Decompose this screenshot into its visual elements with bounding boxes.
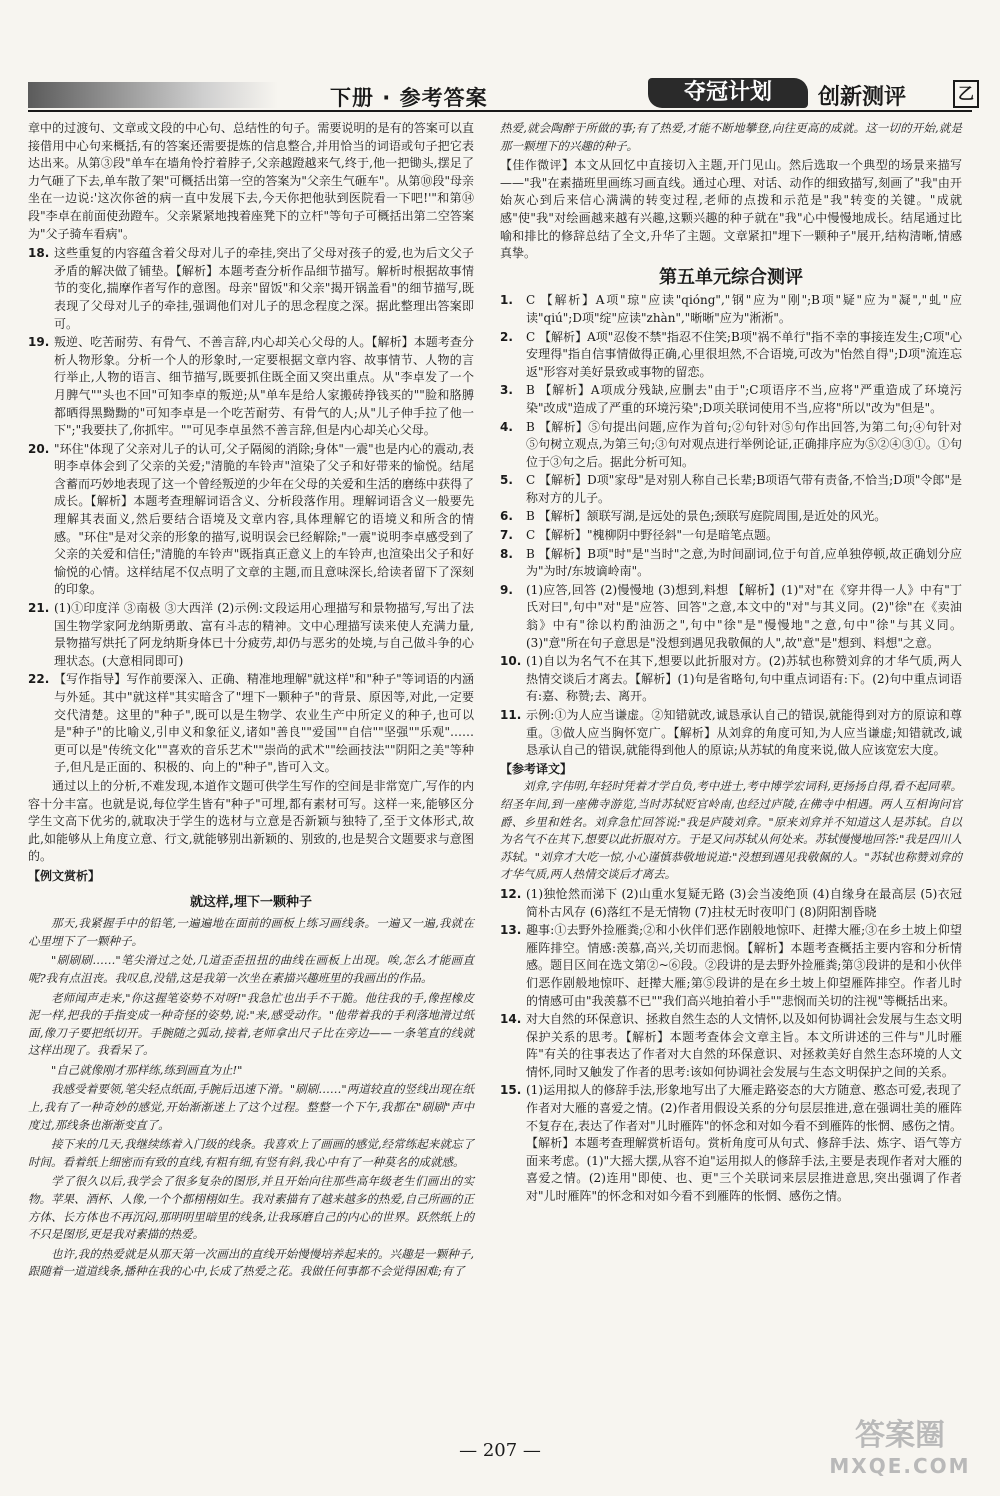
header-logo: 夺冠计划 — [648, 78, 808, 108]
item-text: B 【解析】颔联写湖,是远处的景色;颈联写庭院周围,是近处的风光。 — [526, 509, 887, 524]
item-number: 6. — [500, 509, 513, 524]
essay-title: 就这样,埋下一颗种子 — [190, 894, 312, 910]
item-text: "环住"体现了父亲对儿子的认可,父子隔阂的消除;身体"一震"也是内心的震动,表明李卓体会到了父亲的关爱;"清脆的车铃声"渲染了父子和好带来的愉悦。结尾含蓄而巧妙地表现了这一个曾经叛逆的少年在父母的关爱和生活的磨练中获得了成长。【解析】本题考查理解词语含义、分析段落作用。理解词语含义一般要先理解其表面义,然后要结合语境及文章内容,具体理解它的语境义和所含的情感。"环住"是对父亲的形象的描写,说明误会已经解除;"一震"说明李卓感受到了父亲的关爱和信任;"清脆的车铃声"既指真正意义上的车铃声,也渲染出父子和好愉悦的心情。这样结尾不仅点明了文章的主题,而且意味深长,给读者留下了深刻的印象。 — [54, 441, 475, 597]
item-text: 示例:①为人应当谦虚。②知错就改,诚恳承认自己的错误,就能得到对方的原谅和尊重。③做人应当胸怀宽广。【解析】从刘弇的角度可知,为人应当谦虚;知错就改,诚恳承认自己的错误,就能得到他人的原谅;从苏轼的角度来说,做人应该宽宏大度。 — [526, 708, 962, 758]
item-number: 15. — [500, 1083, 522, 1098]
answer-item-11 — [500, 707, 962, 760]
item-text: C 【解析】"槐柳阴中野径斜"一句是暗笔点题。 — [526, 528, 779, 543]
item-number: 14. — [500, 1012, 522, 1027]
item-number: 3. — [500, 383, 513, 398]
header-rule — [28, 110, 972, 112]
item-text: 叛逆、吃苦耐劳、有骨气、不善言辞,内心却关心父母的人。【解析】本题考查分析人物形象。分析一个人的形象时,一定要根据文章内容、故事情节、人物的言行举止,人物的语言、细节描写,既要抓住既全面又突出重点。从"李卓发了一个月脾气""头也不回"可知李卓的叛逆;从"单车是给人家搬砖挣钱买的""脸和胳膊都晒得黑黝黝的"可知李卓是一个吃苦耐劳、有骨气的人;从"儿子伸手拉了他一下";"我要扶了,你抓牢。""可见李卓虽然不善言辞,但是内心却关心父母。 — [54, 335, 474, 438]
header-edition-badge: 乙 — [953, 80, 979, 108]
item-number: 22. — [28, 672, 50, 687]
watermark — [820, 1418, 980, 1482]
item-text: C 【解析】A项"琼"应读"qióng","钢"应为"刚";B项"疑"应为"凝","虬"应读"qiú";D项"绽"应读"zhàn","晰晰"应为"淅淅"。 — [526, 293, 962, 325]
item-text: (1)应答,回答 (2)慢慢地 (3)想到,料想 【解析】(1)"对"在《穿井得一人》中有"丁氏对曰",句中"对"是"应答、回答"之意,本文中的"对"与其义同。(2)"徐"在《卖油翁》中有"徐以杓酌油沥之",句中"徐"是"慢慢地"之意,句中"徐"与其义同。(3)"意"所在句子意思是"没想到遇见我敬佩的人",故"意"是"想到、料想"之意。 — [526, 582, 962, 650]
item-text: (1)运用拟人的修辞手法,形象地写出了大雁走路姿态的大方随意、憨态可爱,表现了作者对大雁的喜爱之情。(2)作者用假设关系的分句层层推进,意在强调壮美的雁阵不复存在,表达了作者对"儿时雁阵"的怀念和对如今看不到雁阵的怅惘、感伤之情。【解析】本题考查理解赏析语句。赏析角度可从句式、修辞手法、炼字、语气等方面来考虑。(1)"大摇大摆,从容不迫"运用拟人的修辞手法,主要是表现作者对大雁的喜爱之情。(2)连用"即使、也、更"三个关联词来层层推进意思,突出强调了作者对"儿时雁阵"的怀念和对如今看不到雁阵的怅惘、感伤之情。 — [526, 1083, 962, 1204]
essay-paragraph: "自己就像刚才那样练,练到画直为止!" — [51, 1062, 243, 1077]
item-number: 4. — [500, 419, 513, 434]
item-number: 19. — [28, 335, 50, 350]
essay-paragraph: "刷刷刷……"笔尖滑过之处,几道歪歪扭扭的曲线在画板上出现。唉,怎么才能画直呢?我有点沮丧。我叹息,没错,这是我第一次坐在素描兴趣班里的我画出的作品。 — [28, 953, 474, 985]
answer-item-12 — [500, 886, 962, 921]
essay-paragraph: 老师闻声走来,"你这握笔姿势不对呀!"我急忙也出手不干脆。他往我的手,像捏橡皮泥一样,把我的手指变成一种奇怪的姿势,说:"来,感受动作。"他带着我的手利落地滑过纸面,像刀子要把纸切开。手腕随之弧动,接着,老师拿出尺子比在旁边——一条笔直的线就这样出现了。我看呆了。 — [28, 990, 474, 1058]
item-text: B 【解析】⑤句提出问题,应作为首句;②句针对⑤句作出回答,为第二句;④句针对⑤句树立观点,为第三句;③句对观点进行举例论证,正确排序应为⑤②④③①。①句位于③句之后。据此分析可知。 — [526, 419, 962, 469]
item-text: (1)独怆然而涕下 (2)山重水复疑无路 (3)会当凌绝顶 (4)自缘身在最高层 (5)衣冠简朴古风存 (6)落红不是无情物 (7)拄杖无时夜叩门 (8)阴阳割昏晓 — [526, 886, 962, 919]
essay-paragraph: 接下来的几天,我继续练着入门级的线条。我喜欢上了画画的感觉,经常练起来就忘了时间。看着纸上细密而有致的直线,有粗有细,有竖有斜,我心中有了一种莫名的成就感。 — [28, 1137, 474, 1169]
item-number: 9. — [500, 582, 513, 597]
essay-body — [28, 915, 474, 1281]
left-column — [28, 120, 474, 1283]
item-number: 13. — [500, 923, 522, 938]
answer-item-15 — [500, 1082, 962, 1205]
item-number: 12. — [500, 886, 522, 901]
page-number: — 207 — — [459, 1440, 541, 1461]
answer-item-9 — [500, 582, 962, 652]
essay-paragraph: 我感受着要领,笔尖轻点纸面,手腕后迅速下滑。"刷刷……"两道较直的竖线出现在纸上,我有了一种奇妙的感觉,开始渐渐迷上了这个过程。整整一个下午,我都在"刷刷"声中度过,那线条也渐渐变直了。 — [28, 1082, 474, 1132]
header-gradient-bar — [28, 82, 278, 108]
answer-item-22 — [28, 671, 474, 777]
answer-item-4 — [500, 419, 962, 472]
watermark-text: 答案圈 — [855, 1418, 945, 1453]
item-number: 20. — [28, 441, 50, 456]
answer-item-6 — [500, 508, 962, 526]
item-text: C 【解析】A项"忍俊不禁"指忍不住笑;B项"祸不单行"指不幸的事接连发生;C项"心安理得"指自信事情做得正确,心里很坦然,不合语境,可改为"怡然自得";D项"流连忘返"形容对美好景致或事物的留恋。 — [526, 329, 962, 379]
item-number: 21. — [28, 601, 50, 616]
answer-item-13 — [500, 922, 962, 1010]
answer-item-5 — [500, 472, 962, 507]
item-text: 这些重复的内容蕴含着父母对儿子的牵挂,突出了父母对孩子的爱,也为后文父子矛盾的解决做了铺垫。【解析】本题考查分析作品细节描写。解析时根据故事情节的变化,揣摩作者写作的意图。母亲"留饭"和父亲"揭开锅盖看"的细节描写,既表现了父母对儿子的牵挂,强调他们对儿子的思念程度之深。据此整理出答案即可。 — [54, 246, 474, 331]
writing-analysis-paragraph: 通过以上的分析,不难发现,本道作文题可供学生写作的空间是非常宽广,写作的内容十分丰富。也就是说,每位学生皆有"种子"可埋,都有素材可写。这样一来,能够区分学生文高下优劣的,就取决于学生的选材与立意是否新颖与独特了,至于文体形式,故此,如能够从上角度立意、行文,就能够别出新颖的、别致的,也是契合文题要求与意图的。 — [28, 778, 474, 864]
essay-paragraph: 热爱,就会陶醉于所做的事;有了热爱,才能不断地攀登,向往更高的成就。这一切的开始,就是那一颗埋下的兴趣的种子。 — [500, 121, 962, 153]
translation-body — [500, 778, 962, 884]
item-number: 2. — [500, 329, 513, 344]
item-number: 8. — [500, 546, 513, 561]
essay-paragraph: 也许,我的热爱就是从那天第一次画出的直线开始慢慢培养起来的。兴趣是一颗种子,跟随着一道道线条,播种在我的心中,长成了热爱之花。我做任何事都不会觉得困难;有了 — [28, 1246, 474, 1279]
header-title: 下册 · 参考答案 — [330, 86, 488, 110]
answer-item-8 — [500, 546, 962, 581]
answer-item-19 — [28, 334, 474, 440]
essay-label: 【例文赏析】 — [28, 868, 101, 883]
section-title: 第五单元综合测评 — [659, 266, 803, 288]
item-text: 【写作指导】写作前要深入、正确、精准地理解"就这样"和"种子"等词语的内涵与外延。其中"就这样"其实暗含了"埋下一颗种子"的背景、原因等,对此,一定要交代清楚。这里的"种子",既可以是生物学、农业生产中所定义的种子,也可以是"种子"的比喻义,引申义和象征义,诸如"善良""爱国""自信""坚强""乐观"……更可以是"传统文化""喜欢的音乐艺术""崇尚的武术""绘画技法""阴阳之美"等种子,但凡是正面的、积极的、向上的"种子",皆可入文。 — [54, 672, 474, 775]
item-text: (1)自以为名气不在其下,想要以此折服对方。(2)苏轼也称赞刘弇的才华气质,两人热情交谈后才离去。【解析】(1)句是省略句,句中重点词语有:下。(2)句中重点词语有:嘉、称赞;去、离开。 — [526, 654, 962, 704]
item-number: 18. — [28, 246, 50, 261]
answer-item-2 — [500, 329, 962, 382]
answer-item-3 — [500, 382, 962, 417]
item-text: C 【解析】D项"家母"是对别人称自己长辈;B项语气带有责备,不恰当;D项"令郎"是称对方的儿子。 — [526, 473, 962, 505]
header-brand: 创新测评 — [818, 85, 907, 110]
item-number: 5. — [500, 473, 513, 488]
page-header — [28, 78, 972, 112]
item-number: 10. — [500, 654, 522, 669]
answer-item-7 — [500, 527, 962, 545]
item-text: B 【解析】A项成分残缺,应删去"由于";C项语序不当,应将"严重造成了环境污染"改成"造成了严重的环境污染";D项关联词使用不当,应将"所以"改为"但是"。 — [526, 383, 962, 415]
item-text: B 【解析】B项"时"是"当时"之意,为时间副词,位于句首,应单独停顿,故正确划分应为"为时/东坡谪岭南"。 — [526, 546, 962, 579]
essay-continuation — [500, 120, 962, 155]
item-text: (1)①印度洋 ③南极 ③大西洋 (2)示例:文段运用心理描写和景物描写,写出了法国生物学家阿龙纳斯勇敢、富有斗志的精神。文中心理描写读来使人充满力量,景物描写烘托了阿龙纳斯身体已十分疲劳,却仍与恶劣的处境,与自己做斗争的心理状态。(大意相同即可) — [54, 601, 474, 668]
answer-item-20 — [28, 441, 474, 599]
translation-label: 【参考译文】 — [500, 761, 573, 776]
item-text: 对大自然的环保意识、拯救自然生态的人文情怀,以及如何协调社会发展与生态文明保护关系的思考。【解析】本题考查体会文章主旨。本文所讲述的三件与"儿时雁阵"有关的往事表达了作者对大自然的环保意识、对拯救美好自然生态环境的人文情怀,同时又触发了作者的思考:该如何协调社会发展与生态文明保护之间的关系。 — [526, 1012, 962, 1079]
translation-paragraph: 刘弇,字伟明,年轻时凭着才学自负,考中进士,考中博学宏词科,更扬扬自得,看不起同辈。绍圣年间,到一座佛寺游览,当时苏轼贬官岭南,也经过庐陵,在佛寺中相遇。两人互相询问官爵、乡里和姓名。刘弇急忙回答说:"我是庐陵刘弇。"原来刘弇并不知道这人是苏轼。自以为名气不在其下,想要以此折服对方。于是又问苏轼从何处来。苏轼慢慢地回答:"我是四川人苏轼。"刘弇才大吃一惊,小心谨慎恭敬地说道:"没想到遇见我敬佩的人。"苏轼也称赞刘弇的才华气质,两人热情交谈后才离去。 — [500, 779, 962, 882]
essay-comment: 【佳作微评】本文从回忆中直接切入主题,开门见山。然后选取一个典型的场景来描写——"我"在素描班里画练习画直线。通过心理、对话、动作的细致描写,刻画了"我"由开始灰心到后来信心满满的转变过程,老师的点拨和示范是"我"转变的关键。"成就感"使"我"对绘画越来越有兴趣,这颗兴趣的种子就在"我"心中慢慢地成长。结尾通过比喻和排比的修辞总结了全文,升华了主题。文章紧扣"埋下一颗种子"展开,结构清晰,情感真挚。 — [500, 158, 962, 261]
answer-item-10 — [500, 653, 962, 706]
item-text: 趣事:①去野外捡雁粪;②和小伙伴们恶作剧般地惊吓、赶撵大雁;③在乡土坡上仰望雁阵排空。情感:羡慕,高兴,关切而悲悯。【解析】本题考查概括主要内容和分析情感。题目区间在选文第②~⑥段。②段讲的是去野外捡雁粪;第③段讲的是和小伙伴们恶作剧般地惊吓、赶撵大雁;第⑤段讲的是在乡土坡上仰望雁阵排空。作者儿时的情感可由"我羡慕不已""我们高兴地拍着小手""悲悯而关切的注视"等概括出来。 — [526, 923, 962, 1008]
item-number: 1. — [500, 293, 513, 308]
right-column — [500, 120, 962, 1207]
essay-paragraph: 学了很久以后,我学会了很多复杂的图形,并且开始向往那些高年级老生们画出的实物。苹果、酒杯、人像,一个个都栩栩如生。我对素描有了越来越多的热爱,自己所画的正方体、长方体也不再沉闷,那明明里暗里的线条,让我琢磨自己的内心的世界。跃然纸上的不只是图形,更是我对素描的热爱。 — [28, 1174, 474, 1242]
answer-item-21 — [28, 600, 474, 670]
item-number: 11. — [500, 708, 522, 722]
item-number: 7. — [500, 528, 513, 543]
essay-paragraph: 那天,我紧握手中的铅笔,一遍遍地在面前的画板上练习画线条。一遍又一遍,我就在心里埋下了一颗种子。 — [28, 916, 474, 948]
answer-item-1 — [500, 292, 962, 327]
answer-item-18 — [28, 245, 474, 333]
intro-paragraph: 章中的过渡句、文章或文段的中心句、总结性的句子。需要说明的是有的答案可以直接借用中心句来概括,有的答案还需要提炼的信息整合,并用恰当的词语或句子把它表达出来。从第③段"单车在墙角怜拧着脖子,父亲越蹬越来气,终于,他一把锄头,摆足了力气砸了下去,单车散了架"可概括出第一空的答案为"父亲生气砸车"。从第⑩段"母亲坐在一边说:'这次你爸的病一直中发展下去,今天你把他驮到医院看一下吧!'"和第⑭段"李卓在前面使劲蹬车。父亲紧紧地拽着座凳下的立杆"等句子可概括出第二空答案为"父子骑车看病"。 — [28, 121, 474, 241]
answer-item-14 — [500, 1011, 962, 1081]
watermark-url: MXQE.COM — [829, 1454, 971, 1478]
